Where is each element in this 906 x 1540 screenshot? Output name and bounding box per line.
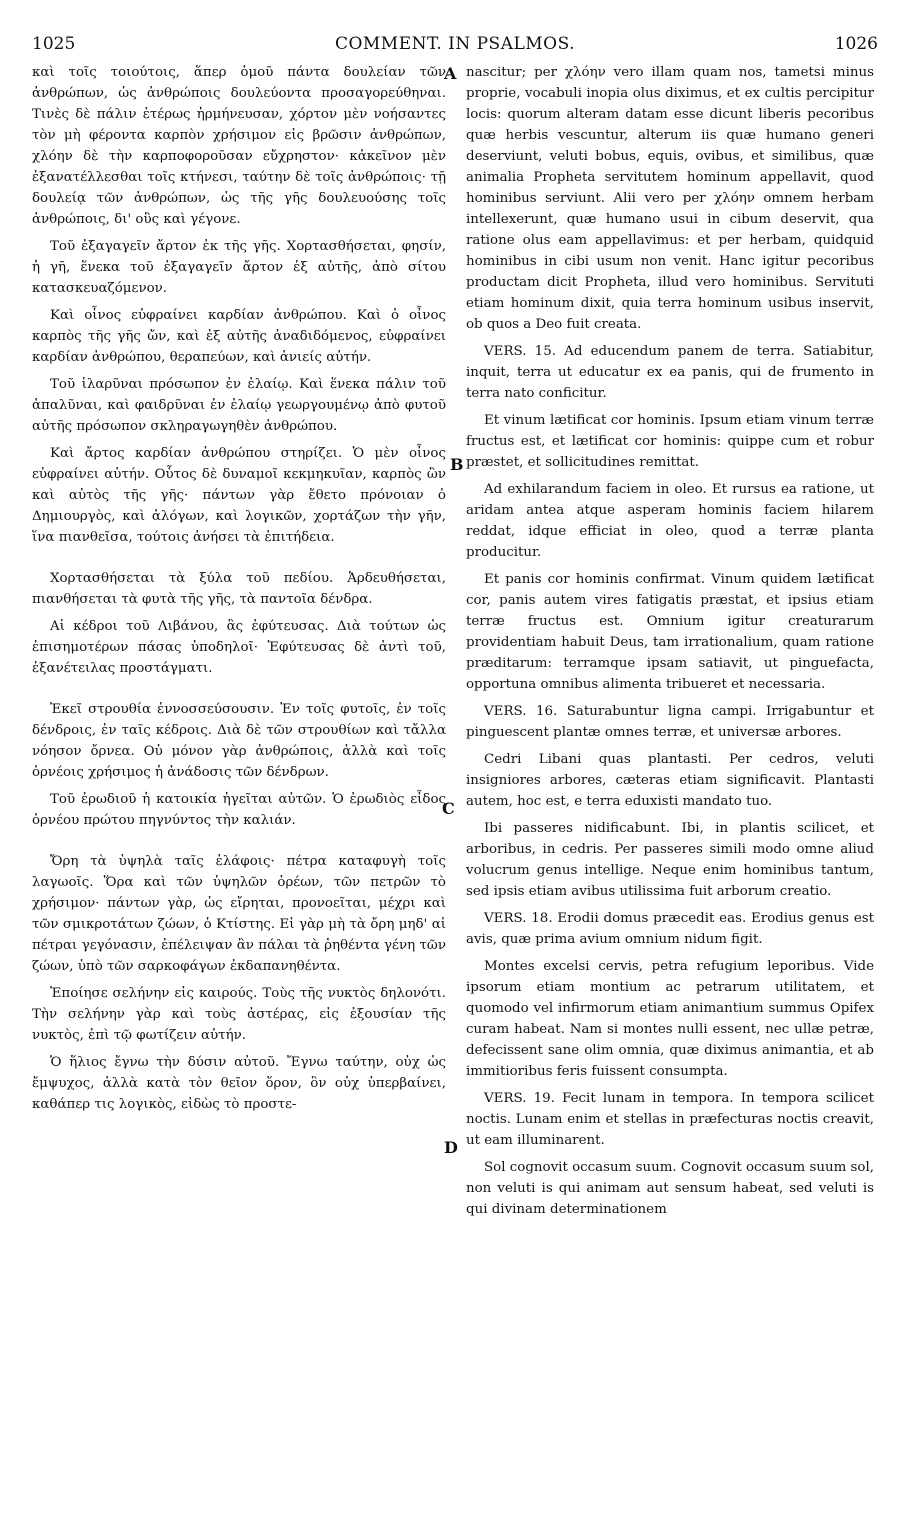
greek-paragraph: Τοῦ ἐξαγαγεῖν ἄρτον ἐκ τῆς γῆς. Χορτασθήσεται, φησίν, ἡ γῆ, ἕνεκα τοῦ ἐξαγαγεῖν ἄρτον ἐξ αὐτῆς, ἀπὸ σίτου κατασκευαζόμενον.: [32, 239, 446, 296]
section-marker-a: A: [444, 64, 457, 83]
running-header: [32, 34, 878, 56]
latin-paragraph: Et vinum lætificat cor hominis. Ipsum etiam vinum terræ fructus est, et lætificat cor hominis: quippe cum et robur præstet, et sollicitudines remittat.: [466, 413, 874, 470]
greek-paragraph: καὶ τοῖς τοιούτοις, ἅπερ ὁμοῦ πάντα δουλείαν τῶν ἀνθρώπων, ὡς ἀνθρώποις δουλεύοντα προσαγορεύθηναι. Τινὲς δὲ πάλιν ἑτέρως ἡρμήνευσαν, χόρτον μὲν νοήσαντες τὸν μὴ φέροντα καρπὸν χρήσιμον εἰς βρῶσιν ἀνθρώπων, χλόην δὲ τὴν καρποφοροῦσαν εὔχρηστον· κἀκεῖνον μὲν ἐξανατέλλεσθαι τοῖς κτήνεσι, ταύτην δὲ τοῖς ἀνθρώποις· τῇ δουλείᾳ τῶν ἀνθρώπων, ὡς τῆς γῆς δουλευούσης τοῖς ἀνθρώποις, δι' οὓς καὶ γέγονε.: [32, 65, 446, 227]
left-page-number: 1025: [32, 34, 76, 54]
greek-paragraph: Τοῦ ἐρωδιοῦ ἡ κατοικία ἡγεῖται αὐτῶν. Ὁ ἐρωδιὸς εἶδος ὀρνέου πρώτου πηγνύντος τὴν καλιάν.: [32, 792, 446, 828]
latin-column: [466, 62, 874, 1226]
running-title: COMMENT. IN PSALMOS.: [334, 34, 576, 54]
greek-column: [32, 62, 446, 1121]
section-marker-b: B: [450, 455, 464, 474]
latin-paragraph: Ibi passeres nidificabunt. Ibi, in plantis scilicet, et arboribus, in cedris. Per passeres simili modo omne aliud volucrum genus intellige. Neque enim hominibus tantum, sed ipsis etiam avibus utilissima fuit arborum creatio.: [466, 821, 874, 899]
latin-paragraph: Et panis cor hominis confirmat. Vinum quidem lætificat cor, panis autem vires fatigatis præstat, et ipsius etiam terræ fructus est. Omnium igitur creaturarum providentiam habuit Deus, tam irrationalium, quam ratione præditarum: terramque ipsam satiavit, ut pinguefacta, opportuna omnibus alimenta tribueret et necessaria.: [466, 572, 874, 692]
latin-paragraph: Cedri Libani quas plantasti. Per cedros, veluti insigniores arbores, cæteras etiam significavit. Plantasti autem, hoc est, e terra eduxisti mandato tuo.: [466, 752, 874, 809]
greek-paragraph: Καὶ οἶνος εὐφραίνει καρδίαν ἀνθρώπου. Καὶ ὁ οἶνος καρπὸς τῆς γῆς ὤν, καὶ ἐξ αὐτῆς ἀναδιδόμενος, εὐφραίνει καρδίαν ἀνθρώπου, θεραπεύων, καὶ ἀνιείς αὐτήν.: [32, 308, 446, 365]
latin-paragraph: VERS. 15. Ad educendum panem de terra. Satiabitur, inquit, terra ut educatur ex ea panis, qui de frumento in terra nato conficitur.: [466, 344, 874, 401]
greek-paragraph: Χορτασθήσεται τὰ ξύλα τοῦ πεδίου. Ἀρδευθήσεται, πιανθήσεται τὰ φυτὰ τῆς γῆς, τὰ παντοῖα δένδρα.: [32, 571, 446, 607]
latin-paragraph: Ad exhilarandum faciem in oleo. Et rursus ea ratione, ut aridam antea atque asperam hominis faciem hilarem reddat, idque efficiat in oleo, quod a terræ planta producitur.: [466, 482, 874, 560]
latin-paragraph: VERS. 18. Erodii domus præcedit eas. Erodius genus est avis, quæ prima avium omnium nidum figit.: [466, 911, 874, 947]
greek-paragraph: Ἐκεῖ στρουθία ἐννοσσεύσουσιν. Ἐν τοῖς φυτοῖς, ἐν τοῖς δένδροις, ἐν ταῖς κέδροις. Διὰ δὲ τῶν στρουθίων καὶ τἄλλα νόησον ὄρνεα. Οὐ μόνον γὰρ ἀνθρώποις, ἀλλὰ καὶ τοῖς ὀρνέοις χρήσιμος ἡ ἀνάδοσις τῶν δένδρων.: [32, 702, 446, 780]
greek-paragraph: Ἐποίησε σελήνην εἰς καιρούς. Τοὺς τῆς νυκτὸς δηλονότι. Τὴν σελήνην γὰρ καὶ τοὺς ἀστέρας, εἰς ἐξουσίαν τῆς νυκτὸς, ἐπὶ τῷ φωτίζειν αὐτήν.: [32, 986, 446, 1043]
greek-paragraph: Ὄρη τὰ ὑψηλὰ ταῖς ἐλάφοις· πέτρα καταφυγὴ τοῖς λαγωοῖς. Ὅρα καὶ τῶν ὑψηλῶν ὀρέων, τῶν πετρῶν τὸ χρήσιμον· πάντων γὰρ, ὡς εἴρηται, προνοεῖται, μέχρι καὶ τῶν σμικροτάτων ζώων, ὁ Κτίστης. Εἰ γὰρ μὴ τὰ ὄρη μηδ' αἱ πέτραι γεγόνασιν, ἐπέλειψαν ἂν πάλαι τὰ ῥηθέντα γένη τῶν ζώων, ὑπὸ τῶν σαρκοφάγων ἐκδαπανηθέντα.: [32, 854, 446, 974]
greek-paragraph: Ὁ ἥλιος ἔγνω τὴν δύσιν αὐτοῦ. Ἔγνω ταύτην, οὐχ ὡς ἔμψυχος, ἀλλὰ κατὰ τὸν θεῖον ὅρον, ὃν οὐχ ὑπερβαίνει, καθάπερ τις λογικὸς, εἰδὼς τὸ προστε-: [32, 1055, 446, 1112]
latin-paragraph: VERS. 16. Saturabuntur ligna campi. Irrigabuntur et pinguescent plantæ omnes terræ, et universæ arbores.: [466, 704, 874, 740]
latin-paragraph: Montes excelsi cervis, petra refugium leporibus. Vide ipsorum etiam montium ac petrarum utilitatem, et quomodo vel infirmorum etiam animantium summus Opifex curam habeat. Nam si montes nulli essent, nec ullæ petræ, defecissent sane olim omnia, quæ diximus animantia, et ab immitioribus feris fuissent consumpta.: [466, 959, 874, 1079]
greek-paragraph: Αἱ κέδροι τοῦ Λιβάνου, ἃς ἐφύτευσας. Διὰ τούτων ὡς ἐπισημοτέρων πάσας ὑποδηλοῖ· Ἐφύτευσας δὲ ἀντὶ τοῦ, ἐξανέτειλας προστάγματι.: [32, 619, 446, 676]
section-marker-d: D: [444, 1138, 458, 1157]
right-page-number: 1026: [834, 34, 878, 54]
latin-paragraph: VERS. 19. Fecit lunam in tempora. In tempora scilicet noctis. Lunam enim et stellas in præfecturas noctis creavit, ut eam illuminarent.: [466, 1091, 874, 1148]
greek-paragraph: Τοῦ ἱλαρῦναι πρόσωπον ἐν ἐλαίῳ. Καὶ ἕνεκα πάλιν τοῦ ἁπαλῦναι, καὶ φαιδρῦναι ἐν ἐλαίῳ γεωργουμένῳ ἀπὸ φυτοῦ αὐτῆς πρόσωπον σκληραγωγηθὲν ἀνθρώπου.: [32, 377, 446, 434]
latin-paragraph: Sol cognovit occasum suum. Cognovit occasum suum sol, non veluti is qui animam aut sensum habeat, sed veluti is qui divinam determinationem: [466, 1160, 874, 1217]
greek-paragraph: Καὶ ἄρτος καρδίαν ἀνθρώπου στηρίζει. Ὁ μὲν οἶνος εὐφραίνει αὐτήν. Οὗτος δὲ δυναμοῖ κεκμηκυῖαν, καρπὸς ὢν καὶ αὐτὸς τῆς γῆς· πάντων γὰρ ἔθετο πρόνοιαν ὁ Δημιουργὸς, καὶ ἀλόγων, καὶ λογικῶν, χορτάζων τὴν γῆν, ἵνα πιανθεῖσα, τούτοις ἀνήσει τὰ ἐπιτήδεια.: [32, 446, 446, 545]
latin-paragraph: nascitur; per χλόην vero illam quam nos, tametsi minus proprie, vocabuli inopia olus diximus, et ex cultis percipitur locis: quorum alteram datam esse dicunt liberis pecoribus quæ herbis vescuntur, alterum iis quæ humano generi deserviunt, veluti bobus, equis, ovibus, et similibus, quæ animalia Propheta servitutem hominum appellavit, quod hominibus serviunt. Alii vero per χλόην omnem herbam intellexerunt, quæ humano usui in cibum deservit, qua ratione olus eam appellavimus: et per herbam, quidquid hominibus in cibi usum non venit. Hanc igitur pecoribus productam dicit Propheta, illud vero hominibus. Servituti etiam hominum dixit, quia terra hominum usibus inservit, ob quos a Deo fuit creata.: [466, 65, 874, 332]
section-marker-c: C: [442, 799, 455, 818]
